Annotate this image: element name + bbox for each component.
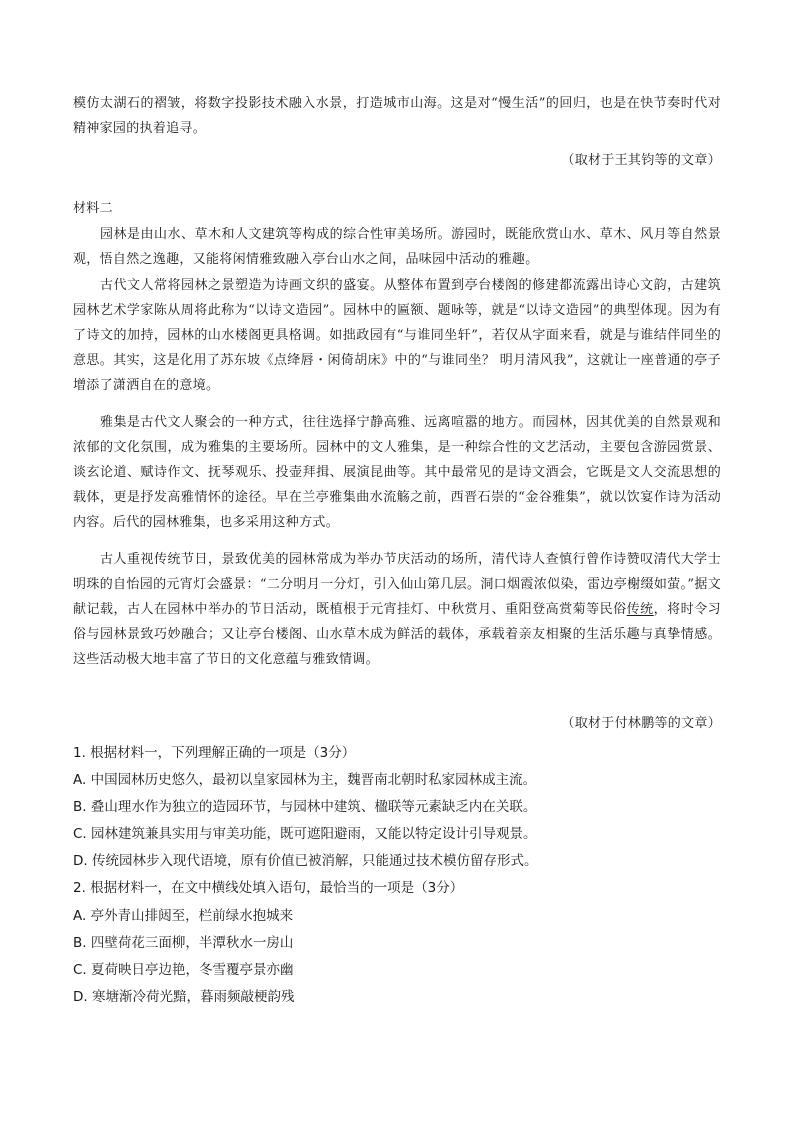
question-2-stem: 2. 根据材料一，在文中横线处填入语句，最恰当的一项是（3分） — [73, 880, 464, 896]
material-two-paragraph-4 — [73, 547, 721, 672]
material-two-paragraph-1: 园林是由山水、草木和人文建筑等构成的综合性审美场所。游园时，既能欣赏山水、草木、风月等自然景观，悟自然之逸趣，又能将闲情雅致融入亭台山水之间，品味园中活动的雅趣。 — [73, 227, 721, 267]
question-1-option-d: D. 传统园林步入现代语境，原有价值已被消解，只能通过技术模仿留存形式。 — [73, 853, 538, 869]
paragraph-4-text-start: 古人重视传统节日，景致优美的园林常成为举办节庆活动的场所，清代诗人查慎行曾作诗赞叹清代大学士明珠的自怡园的元宵灯会盛景：“二分明月一分灯，引入仙山第几层。洞口烟霞浓似染，雷边亭榭缀如萤。”据文献记载，古人在园林中举办的节日活动，既植根于元宵挂灯、中秋赏月、重阳登高赏菊等民俗 — [73, 552, 721, 617]
material-two-source: （取材于付林鹏等的文章） — [561, 716, 721, 731]
question-1-option-c: C. 园林建筑兼具实用与审美功能，既可遮阳避雨，又能以特定设计引导观景。 — [73, 826, 537, 842]
paragraph-4-text-end: ，将时令习俗与园林景致巧妙融合；又让亭台楼阁、山水草木成为鲜活的载体，承载着亲友相聚的生活乐趣与真挚情感。这些活动极大地丰富了节日的文化意蕴与雅致情调。 — [73, 602, 721, 667]
question-1-option-b: B. 叠山理水作为独立的造园环节，与园林中建筑、楹联等元素缺乏内在关联。 — [73, 799, 537, 815]
material-two-heading: 材料二 — [73, 201, 113, 216]
material-one-closing-paragraph: 模仿太湖石的褶皱，将数字投影技术融入水景，打造城市山海。这是对“慢生活”的回归，也是在快节奏时代对精神家园的执着追寻。 — [73, 96, 721, 136]
question-2-option-c: C. 夏荷映日亭边艳，冬雪覆亭景亦幽 — [73, 962, 294, 978]
material-two-paragraph-2: 古代文人常将园林之景塑造为诗画文织的盛宴。从整体布置到亭台楼阁的修建都流露出诗心文韵，古建筑园林艺术学家陈从周将此称为“以诗文造园”。园林中的匾额、题咏等，就是“以诗文造园”的典型体现。因为有了诗文的加持，园林的山水楼阁更具格调。如拙政园有“与谁同坐轩”，若仅从字面来看，就是与谁结伴同坐的意思。其实，这是化用了苏东坡《点绛唇・闲倚胡床》中的“与谁同坐？ 明月清风我”，这就让一座普通的亭子增添了潇洒自在的意境。 — [73, 278, 721, 393]
question-2-option-d: D. 寒塘渐冷荷光黯，暮雨频敲梗韵残 — [73, 989, 295, 1005]
question-2-option-a: A. 亭外青山排闼至，栏前绿水抱城来 — [73, 908, 294, 924]
question-2-option-b: B. 四壁荷花三面柳，半潭秋水一房山 — [73, 935, 294, 951]
question-1-option-a: A. 中国园林历史悠久，最初以皇家园林为主，魏晋南北朝时私家园林成主流。 — [73, 772, 537, 788]
material-two-paragraph-3: 雅集是古代文人聚会的一种方式，往往选择宁静高雅、远离喧嚣的地方。而园林，因其优美的自然景观和浓郁的文化氛围，成为雅集的主要场所。园林中的文人雅集，是一种综合性的文艺活动，主要包含游园赏景、谈玄论道、赋诗作文、抚琴观乐、投壶拜揖、展演昆曲等。其中最常见的是诗文酒会，它既是文人交流思想的载体，更是抒发高雅情怀的途径。早在兰亭雅集曲水流觞之前，西晋石崇的“金谷雅集”，就以饮宴作诗为活动内容。后代的园林雅集，也多采用这种方式。 — [73, 415, 721, 530]
question-1-stem: 1. 根据材料一，下列理解正确的一项是（3分） — [73, 745, 356, 761]
underlined-word: 传统 — [626, 602, 654, 617]
material-one-source: （取材于王其钧等的文章） — [561, 153, 721, 168]
